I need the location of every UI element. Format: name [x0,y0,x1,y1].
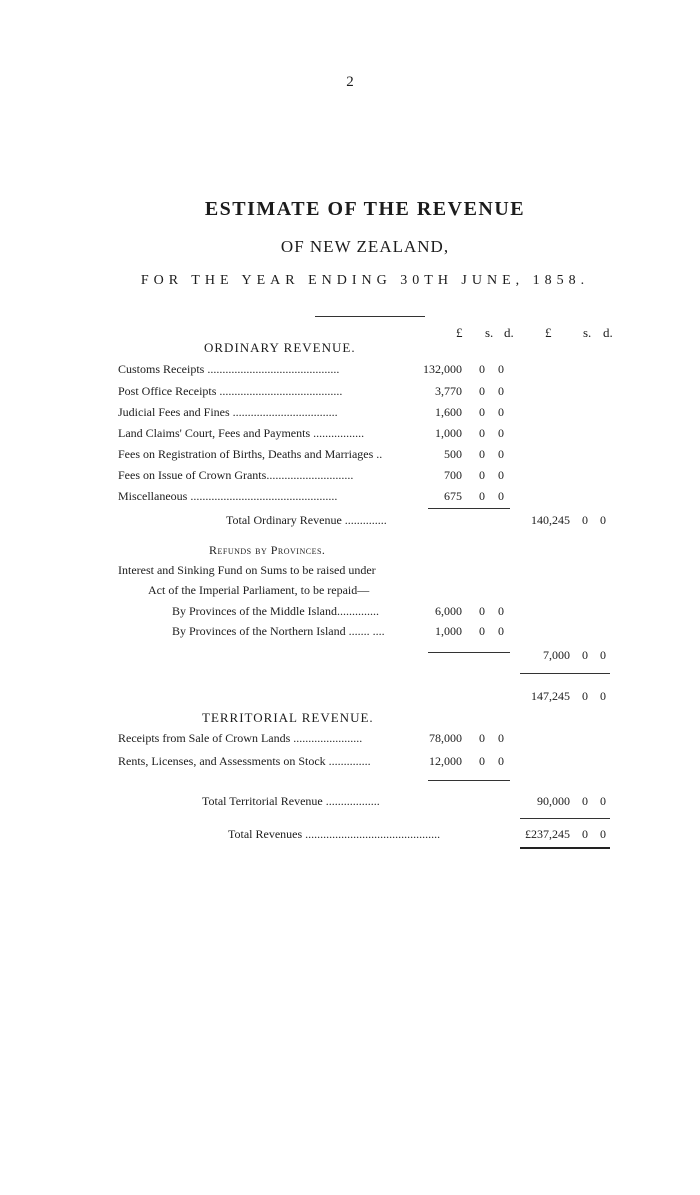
total-territorial-pounds: 90,000 [537,794,570,808]
row-label: Miscellaneous ................................................. [118,489,338,503]
row-label: Rents, Licenses, and Assessments on Stock .............. [118,754,371,768]
col2-shillings-header: s. [583,325,592,340]
refunds-description-cont: Act of the Imperial Parliament, to be repaid— [148,583,370,597]
amount-shillings: 0 [479,624,485,638]
amount-pounds: 1,000 [435,426,462,440]
amount-pence: 0 [498,447,504,461]
total-territorial-shillings: 0 [582,794,588,808]
amount-pounds: 12,000 [429,754,462,768]
amount-shillings: 0 [479,384,485,398]
amount-shillings: 0 [479,754,485,768]
row-label: Receipts from Sale of Crown Lands ....................... [118,731,363,745]
grand-total-rule [520,847,610,849]
amount-pence: 0 [498,731,504,745]
title-divider [315,316,425,317]
subtotal-shillings: 0 [582,689,588,703]
total-territorial-label: Total Territorial Revenue .................. [202,794,380,808]
row-label: By Provinces of the Northern Island ....... .... [172,624,385,638]
amount-pounds: 1,000 [435,624,462,638]
col1-pence-header: d. [504,325,514,340]
amount-pence: 0 [498,426,504,440]
col1-shillings-header: s. [485,325,494,340]
row-label: By Provinces of the Middle Island.............. [172,604,379,618]
amount-pounds: 3,770 [435,384,462,398]
refunds-description: Interest and Sinking Fund on Sums to be raised under [118,563,376,577]
amount-shillings: 0 [479,426,485,440]
refunds-total-pounds: 7,000 [543,648,570,662]
amount-pence: 0 [498,468,504,482]
amount-pence: 0 [498,489,504,503]
refunds-heading: Refunds by Provinces. [209,543,326,557]
amount-shillings: 0 [479,604,485,618]
page-subtitle: OF NEW ZEALAND, [280,237,450,256]
subtotal-rule [428,780,510,781]
page-number: 2 [346,74,354,90]
row-label: Land Claims' Court, Fees and Payments ................. [118,426,365,440]
amount-pounds: 675 [444,489,462,503]
amount-pounds: 500 [444,447,462,461]
row-label: Fees on Registration of Births, Deaths and Marriages .. [118,447,383,461]
amount-pounds: 6,000 [435,604,462,618]
row-label: Fees on Issue of Crown Grants............................. [118,468,354,482]
row-label: Judicial Fees and Fines ................................... [118,405,338,419]
amount-shillings: 0 [479,362,485,376]
total-territorial-pence: 0 [600,794,606,808]
total-revenues-label: Total Revenues ............................................. [228,827,441,841]
col2-pounds-header: £ [545,325,552,340]
subtotal-pounds: 147,245 [531,689,570,703]
subtotal-rule [428,508,510,509]
amount-shillings: 0 [479,447,485,461]
amount-pence: 0 [498,604,504,618]
amount-pence: 0 [498,754,504,768]
total-ordinary-shillings: 0 [582,513,588,527]
amount-pence: 0 [498,362,504,376]
year-caption: FOR THE YEAR ENDING 30TH JUNE, 1858. [140,273,590,288]
subtotal-rule [520,818,610,819]
total-revenues-shillings: 0 [582,827,588,841]
amount-pounds: 700 [444,468,462,482]
refunds-total-shillings: 0 [582,648,588,662]
amount-shillings: 0 [479,489,485,503]
row-label: Customs Receipts ............................................ [118,362,340,376]
amount-shillings: 0 [479,731,485,745]
total-ordinary-pounds: 140,245 [531,513,570,527]
total-ordinary-pence: 0 [600,513,606,527]
amount-pounds: 132,000 [423,362,462,376]
subtotal-pence: 0 [600,689,606,703]
amount-shillings: 0 [479,468,485,482]
amount-shillings: 0 [479,405,485,419]
col2-pence-header: d. [603,325,613,340]
row-label: Post Office Receipts ......................................... [118,384,343,398]
amount-pence: 0 [498,405,504,419]
amount-pence: 0 [498,384,504,398]
total-revenues-pounds: £237,245 [525,827,570,841]
ordinary-revenue-heading: ORDINARY REVENUE. [204,340,356,355]
territorial-revenue-heading: TERRITORIAL REVENUE. [202,710,374,725]
total-ordinary-label: Total Ordinary Revenue .............. [226,513,387,527]
amount-pounds: 78,000 [429,731,462,745]
col1-pounds-header: £ [456,325,463,340]
refunds-total-pence: 0 [600,648,606,662]
subtotal-rule [520,673,610,674]
total-revenues-pence: 0 [600,827,606,841]
amount-pounds: 1,600 [435,405,462,419]
page-title: ESTIMATE OF THE REVENUE [204,198,526,220]
amount-pence: 0 [498,624,504,638]
